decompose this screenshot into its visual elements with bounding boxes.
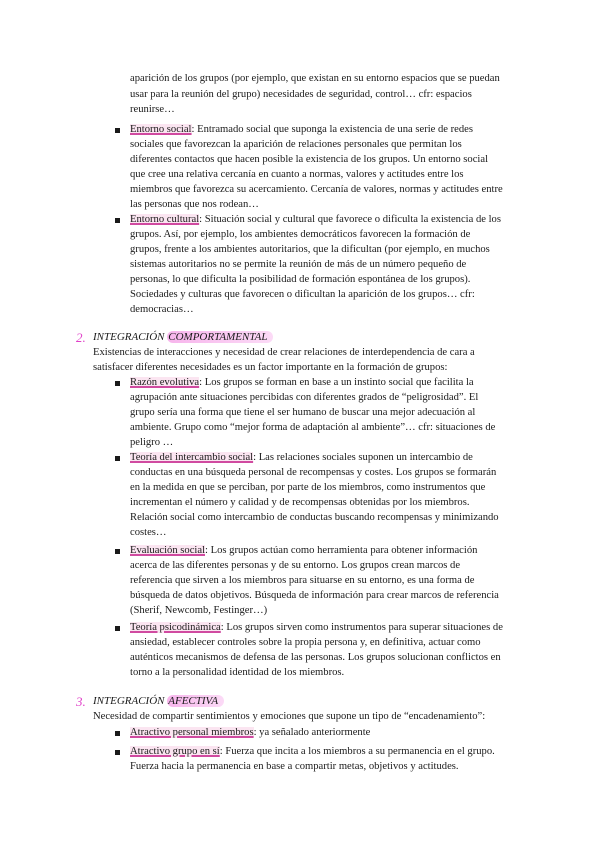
paragraph-text: : Entramado social que suponga la existencia de una serie de redes xyxy=(191,124,474,135)
paragraph-line: democracias… xyxy=(130,304,194,315)
paragraph-text: : Los grupos sirven como instrumentos para superar situaciones de xyxy=(220,622,503,633)
paragraph-text: : Situación social y cultural que favorece o dificulta la existencia de los xyxy=(199,214,501,225)
paragraph-line: sistemas autoritarios no se permite la reunión de más de un número pequeño de xyxy=(130,259,467,270)
term-entorno-social: Entorno social xyxy=(130,124,192,135)
list-item-first-line xyxy=(130,450,473,466)
paragraph-line: las personas que nos rodean… xyxy=(130,199,259,210)
term-evaluacion-social: Evaluación social xyxy=(130,545,206,556)
paragraph-line: costes… xyxy=(130,527,167,538)
list-item-first-line xyxy=(130,122,473,138)
term-entorno-cultural: Entorno cultural xyxy=(130,214,200,225)
paragraph-line: acerca de las diferentes personas y de su entorno. Los grupos crean marcos de xyxy=(130,560,461,571)
paragraph-line: grupos, frente a los ambientes autoritarios, que la dificultan (por ejemplo, en muchos xyxy=(130,244,490,255)
section-number: 3. xyxy=(76,694,86,709)
paragraph-line: conductas en una búsqueda personal de recompensas y costes. Los grupos se formarán xyxy=(130,467,497,478)
paragraph-line: sociales que favorezcan la aparición de relaciones personales que permitan los xyxy=(130,139,462,150)
paragraph-line: (Sherif, Newcomb, Festinger…) xyxy=(130,605,268,616)
paragraph-line: Sociedades y culturas que favorecen o dificultan la aparición de los grupos… cfr: xyxy=(130,289,475,300)
paragraph-text: : Los grupos se forman en base a un instinto social que facilita la xyxy=(199,377,474,388)
bullet-icon xyxy=(115,381,120,386)
paragraph-line: agrupación ante situaciones percibidas con diferentes grados de “peligrosidad”. El xyxy=(130,392,479,403)
paragraph-line: ansiedad, establecer controles sobre la propia persona y, en definitiva, actuar como xyxy=(130,637,481,648)
paragraph-text: : Fuerza que incita a los miembros a su permanencia en el grupo. xyxy=(219,746,495,757)
list-item-first-line xyxy=(130,543,477,559)
bullet-icon xyxy=(115,731,120,736)
paragraph-line: usar para la reunión del grupo) necesidades de seguridad, control… cfr: espacios xyxy=(130,89,472,100)
paragraph-text: : Las relaciones sociales suponen un intercambio de xyxy=(253,452,473,463)
paragraph-line: Existencias de interacciones y necesidad de crear relaciones de interdependencia de cara a xyxy=(93,347,475,358)
heading-text: INTEGRACIÓN xyxy=(93,695,168,707)
paragraph-line: grupo sería una forma que tiene el ser humano de buscar una mejor adecuación al xyxy=(130,407,476,418)
paragraph-line: ambiente. Grupo como “mejor forma de adaptación al ambiente”… cfr: situaciones de xyxy=(130,422,496,433)
paragraph-line: miembros que favorezca su acercamiento. Cercanía de valores, normas y actitudes entre xyxy=(130,184,503,195)
paragraph-line: Fuerza hacia la permanencia en base a compartir metas, objetivos y actitudes. xyxy=(130,761,459,772)
paragraph-line: auténticos mecanismos de defensa de las personas. Los grupos solucionan conflictos en xyxy=(130,652,501,663)
paragraph-text: : Los grupos actúan como herramienta para obtener información xyxy=(205,545,478,556)
list-item-first-line xyxy=(130,375,474,391)
paragraph-line: personas, lo que dificulta la posibilidad de formación espontánea de los grupos). xyxy=(130,274,471,285)
section-heading xyxy=(93,330,273,346)
bullet-icon xyxy=(115,750,120,755)
paragraph-line: Necesidad de compartir sentimientos y emociones que supone un tipo de “encadenamiento”: xyxy=(93,711,486,722)
paragraph-line: referencia que sirven a los miembros para situarse en su entorno, es una forma de xyxy=(130,575,475,586)
paragraph-line: que cree una relativa cercanía en cuanto a normas, valores y actitudes entre los xyxy=(130,169,464,180)
heading-highlight: AFECTIVA xyxy=(167,695,224,707)
paragraph-line: satisfacer diferentes necesidades es un factor importante en la formación de grupos: xyxy=(93,362,448,373)
section-heading xyxy=(93,694,224,710)
paragraph-line: grupos. Así, por ejemplo, los ambientes democráticos favorecen la formación de xyxy=(130,229,471,240)
bullet-icon xyxy=(115,456,120,461)
heading-text: INTEGRACIÓN xyxy=(93,331,168,343)
paragraph-line: en la medida en que se perciban, por parte de los miembros, como instrumentos que xyxy=(130,482,486,493)
term-atractivo-grupo: Atractivo grupo en sí xyxy=(130,746,220,757)
paragraph-line: incrementan el número y calidad y de recompensas obtenidas por los miembros. xyxy=(130,497,470,508)
heading-highlight: COMPORTAMENTAL xyxy=(167,331,273,343)
list-item-first-line xyxy=(130,725,370,741)
paragraph-text: : ya señalado anteriormente xyxy=(253,727,371,738)
list-item-first-line xyxy=(130,620,503,636)
term-psicodinamica: Teoría psicodinámica xyxy=(130,622,221,633)
paragraph-line: peligro … xyxy=(130,437,174,448)
term-razon-evolutiva: Razón evolutiva xyxy=(130,377,200,388)
paragraph-line: diferentes contactos que hacen posible la existencia de los grupos. Un entorno social xyxy=(130,154,489,165)
term-intercambio-social: Teoría del intercambio social xyxy=(130,452,254,463)
bullet-icon xyxy=(115,218,120,223)
paragraph-line: Relación social como intercambio de conductas buscando recompensas y minimizando xyxy=(130,512,499,523)
bullet-icon xyxy=(115,549,120,554)
term-atractivo-personal: Atractivo personal miembros xyxy=(130,727,254,738)
paragraph-line: búsqueda de datos objetivos. Búsqueda de información para crear marcos de referencia xyxy=(130,590,499,601)
bullet-icon xyxy=(115,626,120,631)
list-item-first-line xyxy=(130,212,501,228)
paragraph-line: aparición de los grupos (por ejemplo, que existan en su entorno espacios que se puedan xyxy=(130,73,500,84)
list-item-first-line xyxy=(130,744,495,760)
section-number: 2. xyxy=(76,330,86,345)
paragraph-line: reunirse… xyxy=(130,104,175,115)
bullet-icon xyxy=(115,128,120,133)
paragraph-line: torno a la personalidad identidad de los miembros. xyxy=(130,667,345,678)
